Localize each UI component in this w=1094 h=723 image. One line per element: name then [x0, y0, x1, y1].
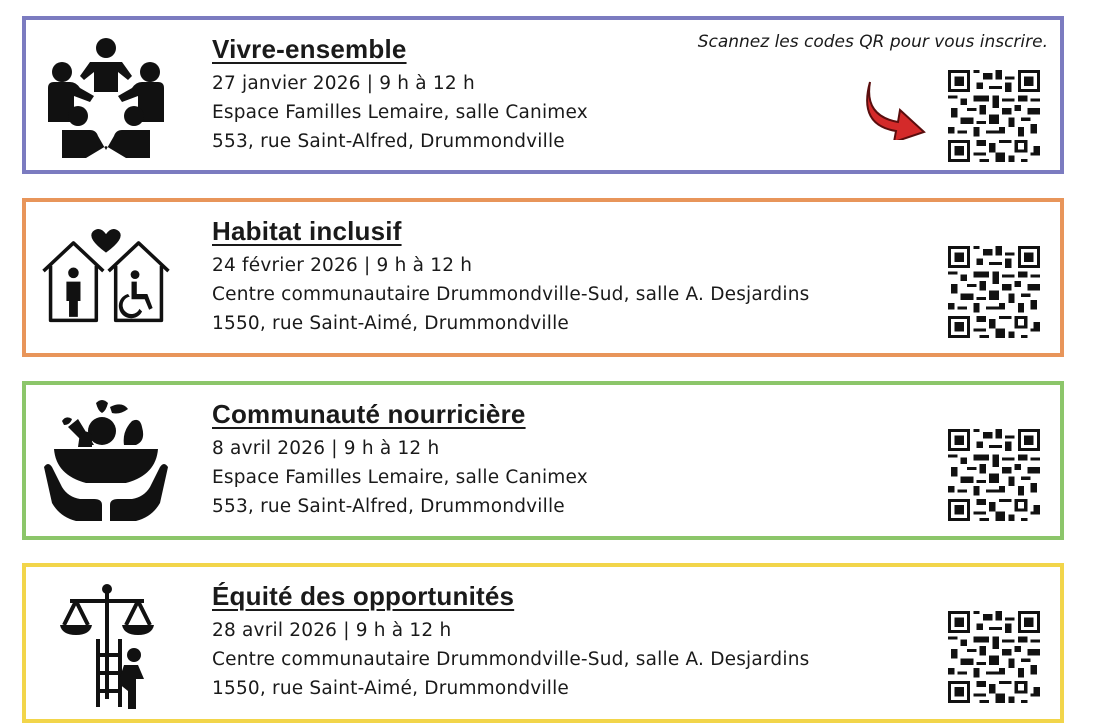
event-address: 1550, rue Saint-Aimé, Drummondville — [212, 313, 570, 334]
event-title: Vivre-ensemble — [212, 34, 407, 64]
event-venue: Espace Familles Lemaire, salle Canimex — [212, 102, 588, 123]
qr-code[interactable] — [948, 611, 1040, 703]
inclusive-housing-icon — [40, 214, 172, 344]
event-date: 27 janvier 2026 | 9 h à 12 h — [212, 73, 475, 94]
red-arrow-icon — [864, 76, 942, 140]
qr-code[interactable] — [948, 70, 1040, 162]
event-venue: Espace Familles Lemaire, salle Canimex — [212, 467, 588, 488]
qr-code[interactable] — [948, 246, 1040, 338]
event-date: 28 avril 2026 | 9 h à 12 h — [212, 620, 452, 641]
event-address: 553, rue Saint-Alfred, Drummondville — [212, 131, 565, 152]
scan-qr-note: Scannez les codes QR pour vous inscrire. — [697, 32, 1048, 52]
event-card-vivre-ensemble — [22, 16, 1064, 174]
event-title: Habitat inclusif — [212, 216, 402, 246]
event-date: 24 février 2026 | 9 h à 12 h — [212, 255, 473, 276]
event-card-habitat-inclusif — [22, 198, 1064, 357]
qr-code[interactable] — [948, 429, 1040, 521]
event-date: 8 avril 2026 | 9 h à 12 h — [212, 438, 440, 459]
event-venue: Centre communautaire Drummondville-Sud, salle A. Desjardins — [212, 284, 810, 305]
event-card-communaute-nourriciere — [22, 381, 1064, 540]
event-title: Communauté nourricière — [212, 399, 526, 429]
food-bowl-hands-icon — [40, 397, 172, 527]
event-title: Équité des opportunités — [212, 581, 515, 611]
event-address: 553, rue Saint-Alfred, Drummondville — [212, 496, 565, 517]
event-card-equite-opportunites — [22, 563, 1064, 723]
event-venue: Centre communautaire Drummondville-Sud, salle A. Desjardins — [212, 649, 810, 670]
scales-ladder-icon — [40, 579, 172, 709]
event-address: 1550, rue Saint-Aimé, Drummondville — [212, 678, 570, 699]
community-circle-icon — [40, 32, 172, 162]
